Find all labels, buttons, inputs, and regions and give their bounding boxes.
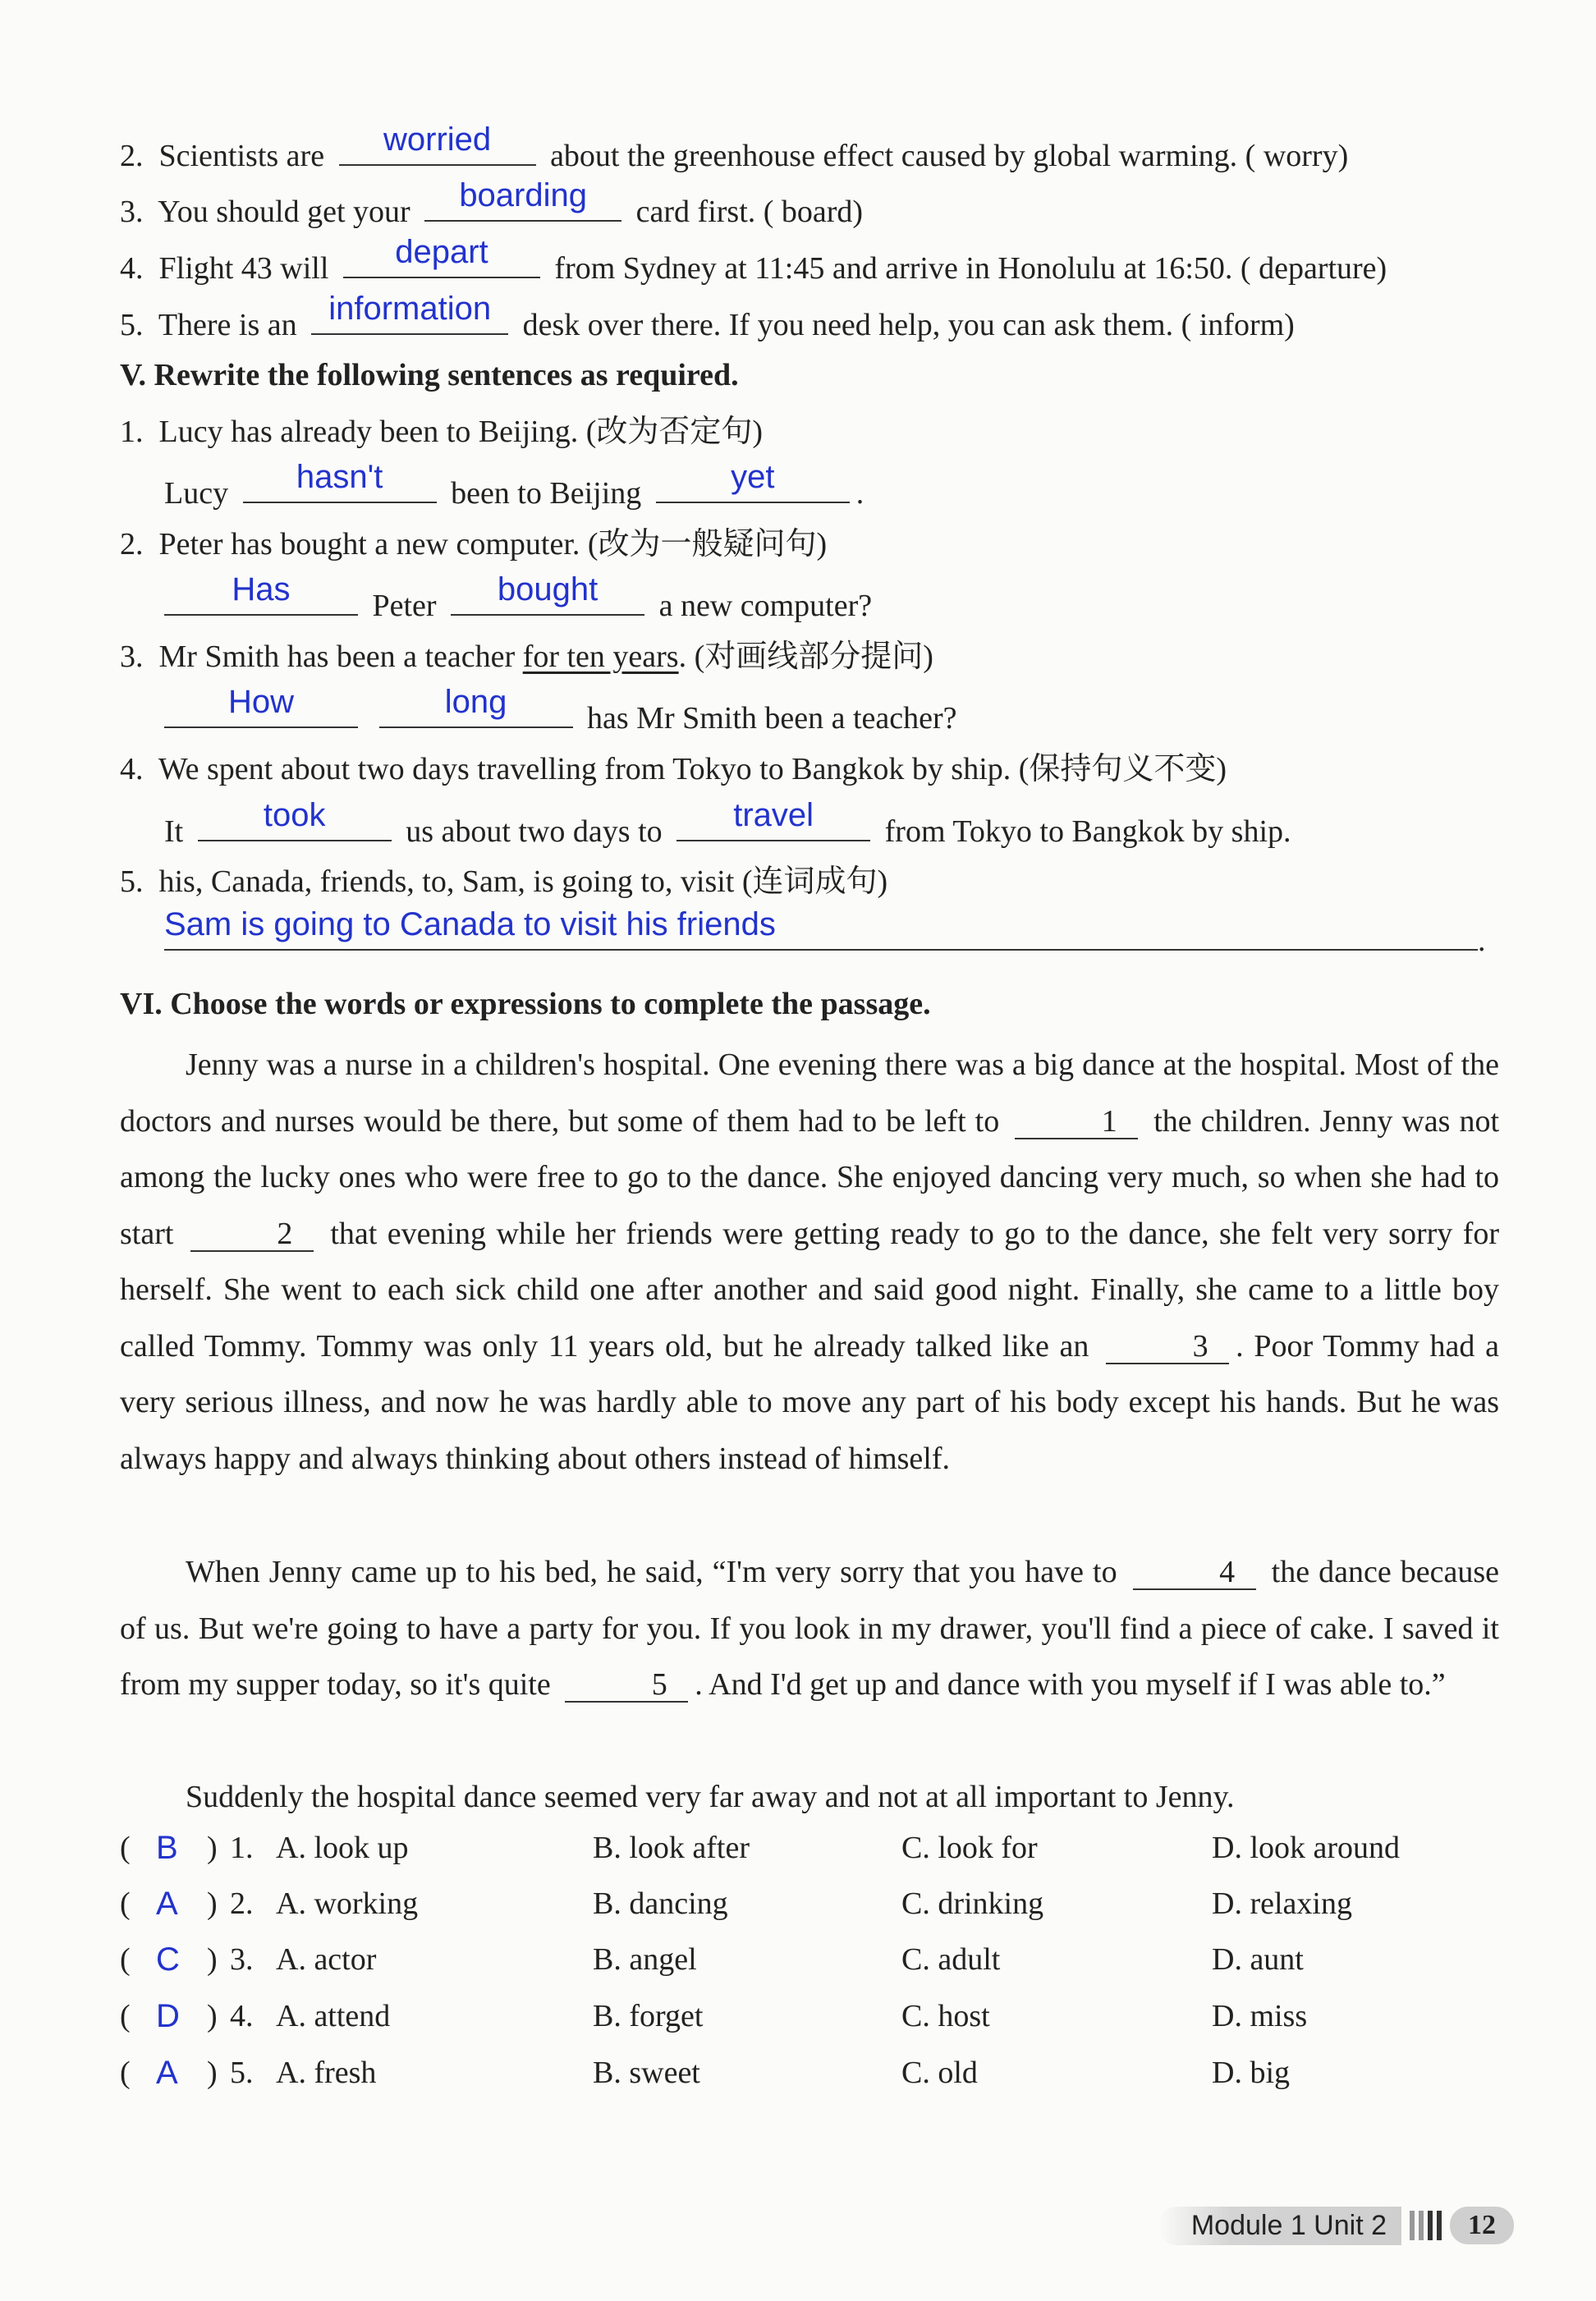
- answer-blank[interactable]: [379, 684, 573, 728]
- option-a: A. look up: [276, 1831, 409, 1865]
- answer-end: from Tokyo to Bangkok by ship.: [884, 814, 1291, 849]
- item-pre: You should get your: [158, 195, 410, 229]
- choice-number: 4.: [230, 1999, 254, 2033]
- item-pre: Flight 43 will: [158, 251, 329, 286]
- item-number: 2.: [120, 527, 144, 561]
- option-c: C. host: [901, 1999, 990, 2033]
- item-number: 4.: [120, 752, 144, 786]
- s5-q3: [120, 638, 933, 676]
- choice-number: 1.: [230, 1831, 254, 1865]
- paren-close: ): [207, 1831, 218, 1865]
- item-number: 3.: [120, 639, 144, 674]
- s5-q4-answer: [164, 797, 1291, 850]
- passage-paragraph-3: Suddenly the hospital dance seemed very far away and not at all important to Jenny.: [186, 1780, 1235, 1814]
- answer-text: Has: [232, 571, 291, 607]
- question-text: his, Canada, friends, to, Sam, is going to, visit (连词成句): [158, 864, 888, 899]
- question-text-post: . (对画线部分提问): [678, 639, 933, 674]
- choice-answer[interactable]: D: [156, 1998, 180, 2034]
- choice-row-2: [120, 1885, 1516, 1923]
- choice-answer[interactable]: B: [156, 1830, 178, 1866]
- answer-blank[interactable]: [339, 121, 536, 166]
- answer-text: boarding: [459, 177, 587, 213]
- answer-end: .: [1478, 924, 1486, 958]
- paren-open: (: [120, 1942, 131, 1977]
- passage-text: . Poor Tommy had a very serious illness, and now he was hardly able to move any part of his body except his hands. But he was always happy and always thinking about others instead of himself.: [120, 1328, 1499, 1476]
- option-b: B. look after: [593, 1831, 750, 1865]
- answer-mid: us about two days to: [406, 814, 663, 849]
- choice-answer[interactable]: A: [156, 2055, 178, 2091]
- answer-text: yet: [731, 459, 775, 495]
- s5-q4: [120, 750, 1227, 788]
- answer-blank[interactable]: [164, 571, 358, 616]
- paren-close: ): [207, 2056, 218, 2090]
- s5-q1-answer: [164, 459, 864, 512]
- section-6-heading: VI. Choose the words or expressions to complete the passage.: [120, 987, 931, 1021]
- answer-mid: been to Beijing: [451, 476, 642, 511]
- passage-blank-1[interactable]: 1: [1015, 1105, 1138, 1139]
- passage-blank-3[interactable]: 3: [1106, 1330, 1229, 1364]
- s5-q2: [120, 525, 827, 563]
- s5-q3-answer: [164, 684, 957, 737]
- option-c: C. adult: [901, 1942, 1001, 1977]
- passage-text: that evening while her friends were getting ready to go to the dance, she felt very sorry for herself. She went to each sick child one after another and said good night. Finally, she came to a little boy called Tommy. Tommy was only 11 years old, but he already talked like an: [120, 1216, 1499, 1364]
- passage-paragraph-2: [120, 1544, 1499, 1713]
- answer-blank[interactable]: [243, 459, 437, 503]
- question-text: Peter has bought a new computer. (改为一般疑问句): [158, 527, 828, 561]
- item-post: about the greenhouse effect caused by global warming. ( worry): [550, 139, 1349, 173]
- choice-row-5: [120, 2054, 1516, 2092]
- item-post: from Sydney at 11:45 and arrive in Honolulu at 16:50. ( departure): [554, 251, 1387, 286]
- answer-blank[interactable]: [451, 571, 644, 616]
- paren-open: (: [120, 1886, 131, 1921]
- option-b: B. sweet: [593, 2056, 700, 2090]
- item-number: 1.: [120, 415, 144, 449]
- question-text: Mr Smith has been a teacher: [158, 639, 516, 674]
- passage-paragraph-1: [120, 1037, 1499, 1487]
- option-d: D. miss: [1212, 1999, 1308, 2033]
- answer-pre: Lucy: [164, 476, 229, 511]
- option-c: C. look for: [901, 1831, 1038, 1865]
- answer-text: Sam is going to Canada to visit his friends: [164, 906, 776, 942]
- item-post: desk over there. If you need help, you can ask them. ( inform): [522, 308, 1295, 342]
- answer-blank[interactable]: [343, 234, 540, 278]
- choice-number: 3.: [230, 1942, 254, 1977]
- s4-item-2: [120, 121, 1349, 175]
- s5-q1: [120, 413, 763, 451]
- option-b: B. forget: [593, 1999, 704, 2033]
- passage-blank-4[interactable]: 4: [1133, 1556, 1256, 1590]
- item-number: 5.: [120, 308, 144, 342]
- answer-mid: Peter: [372, 589, 437, 623]
- item-number: 2.: [120, 139, 144, 173]
- module-label: Module 1 Unit 2: [1158, 2207, 1401, 2245]
- passage-text: the children. Jenny was not among the lucky ones who were free to go to the dance. She enjoyed dancing very much, so when she had to start: [120, 1103, 1500, 1251]
- section-5-heading: V. Rewrite the following sentences as required.: [120, 358, 739, 392]
- item-pre: There is an: [158, 308, 297, 342]
- option-c: C. drinking: [901, 1886, 1044, 1921]
- answer-blank[interactable]: [198, 797, 392, 841]
- answer-end: .: [855, 476, 864, 511]
- bar: [1437, 2211, 1442, 2240]
- answer-blank[interactable]: [676, 797, 870, 841]
- answer-text: worried: [383, 121, 492, 158]
- option-c: C. old: [901, 2056, 978, 2090]
- option-b: B. angel: [593, 1942, 697, 1977]
- passage-text: . And I'd get up and dance with you myself if I was able to.”: [695, 1667, 1446, 1702]
- answer-text: travel: [733, 797, 814, 833]
- answer-text: How: [227, 684, 295, 720]
- answer-text: hasn't: [296, 459, 383, 495]
- option-a: A. fresh: [276, 2056, 377, 2090]
- option-a: A. actor: [276, 1942, 377, 1977]
- s5-q5-answer: [164, 906, 1494, 960]
- answer-blank[interactable]: [656, 459, 850, 503]
- bar: [1428, 2211, 1433, 2240]
- s4-item-5: [120, 291, 1295, 344]
- choice-row-1: [120, 1829, 1516, 1867]
- choice-answer[interactable]: A: [156, 1886, 178, 1922]
- option-a: A. working: [276, 1886, 419, 1921]
- answer-text: long: [444, 684, 507, 720]
- item-number: 3.: [120, 195, 144, 229]
- page-number: 12: [1450, 2207, 1514, 2244]
- s4-item-4: [120, 234, 1387, 287]
- s5-q2-answer: [164, 571, 873, 625]
- passage-text: the dance because of us. But we're going to have a party for you. If you look in my drawer, you'll find a piece of cake. I saved it from my supper today, so it's quite: [120, 1555, 1500, 1702]
- paren-open: (: [120, 2056, 131, 2090]
- answer-blank[interactable]: [311, 291, 508, 335]
- item-pre: Scientists are: [158, 139, 325, 173]
- bar: [1419, 2211, 1424, 2240]
- option-b: B. dancing: [593, 1886, 728, 1921]
- passage-blank-2[interactable]: 2: [190, 1217, 314, 1252]
- item-number: 4.: [120, 251, 144, 286]
- page-footer: [1158, 2207, 1514, 2244]
- item-post: card first. ( board): [635, 195, 864, 229]
- paren-close: ): [207, 1886, 218, 1921]
- s5-q5: [120, 863, 887, 901]
- option-a: A. attend: [276, 1999, 391, 2033]
- question-text: Lucy has already been to Beijing. (改为否定句): [158, 415, 764, 449]
- answer-text: information: [328, 291, 492, 327]
- paren-open: (: [120, 1831, 131, 1865]
- question-text: We spent about two days travelling from Tokyo to Bangkok by ship. (保持句义不变): [158, 752, 1227, 786]
- answer-blank[interactable]: [164, 906, 1478, 951]
- paren-close: ): [207, 1942, 218, 1977]
- answer-end: has Mr Smith been a teacher?: [587, 701, 957, 736]
- answer-blank[interactable]: [164, 684, 358, 728]
- bar: [1410, 2211, 1415, 2240]
- answer-text: took: [263, 797, 326, 833]
- answer-pre: It: [164, 814, 184, 849]
- choice-answer[interactable]: C: [156, 1941, 180, 1978]
- passage-blank-5[interactable]: 5: [565, 1668, 688, 1703]
- passage-text: When Jenny came up to his bed, he said, “I'm very sorry that you have to: [186, 1555, 1117, 1589]
- item-number: 5.: [120, 864, 144, 899]
- passage-text: Jenny was a nurse in a children's hospital. One evening there was a big dance at the hospital. Most of the doctors and nurses would be there, but some of them had to be left to: [120, 1047, 1499, 1139]
- answer-end: a new computer?: [658, 589, 873, 623]
- underlined-phrase: for ten years: [522, 639, 679, 674]
- option-d: D. look around: [1212, 1831, 1401, 1865]
- s4-item-3: [120, 177, 864, 231]
- paren-close: ): [207, 1999, 218, 2033]
- answer-text: bought: [497, 571, 598, 607]
- footer-bars-decoration: [1410, 2210, 1442, 2241]
- option-d: D. relaxing: [1212, 1886, 1352, 1921]
- paren-open: (: [120, 1999, 131, 2033]
- choice-row-4: [120, 1997, 1516, 2035]
- answer-blank[interactable]: [424, 177, 621, 222]
- option-d: D. big: [1212, 2056, 1290, 2090]
- choice-row-3: [120, 1941, 1516, 1978]
- answer-text: depart: [395, 234, 488, 270]
- option-d: D. aunt: [1212, 1942, 1304, 1977]
- choice-number: 2.: [230, 1886, 254, 1921]
- choice-number: 5.: [230, 2056, 254, 2090]
